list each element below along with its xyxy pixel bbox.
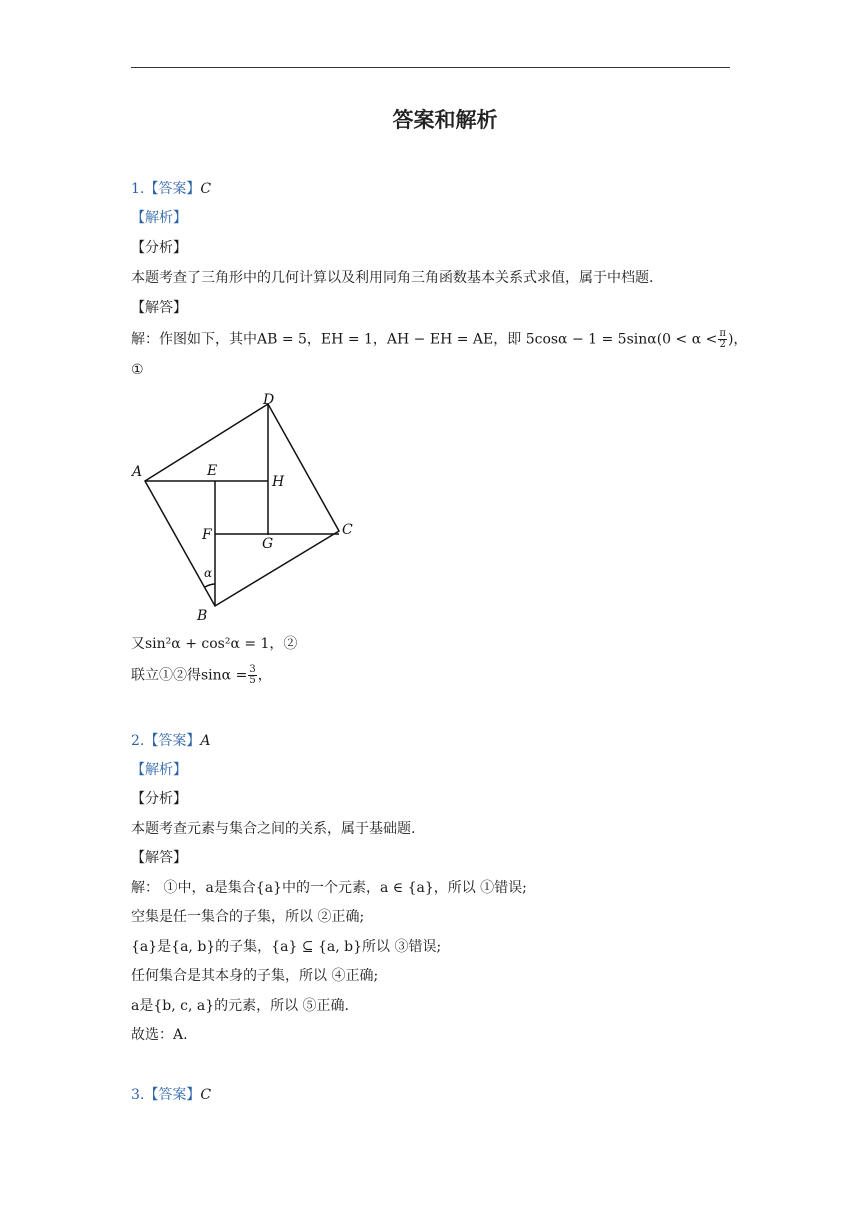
q1-answer: C xyxy=(200,181,212,197)
q1-pi-den: 2 xyxy=(719,339,726,350)
outer-square xyxy=(145,404,339,606)
q1-answer-label: 1.【答案】 xyxy=(131,181,201,197)
q1-solution-tail: )， xyxy=(727,331,748,348)
q2-line-2: 空集是任一集合的子集，所以 ②正确; xyxy=(131,909,365,925)
q1-identity-line: 又sin²α + cos²α = 1，② xyxy=(131,636,298,652)
q2-jieda-label: 【解答】 xyxy=(131,850,187,866)
label-e: E xyxy=(207,463,218,479)
q2-jiexi: 【解析】 xyxy=(131,762,187,778)
label-a: A xyxy=(132,464,143,480)
q1-mark1: ① xyxy=(131,362,144,378)
q1-jiexi: 【解析】 xyxy=(131,210,187,226)
label-g: G xyxy=(262,536,274,552)
q2-fenxi-label: 【分析】 xyxy=(131,791,187,807)
label-b: B xyxy=(197,608,208,624)
q1-result-line xyxy=(131,665,272,686)
q1-result-tail: ， xyxy=(257,667,272,684)
q1-result-den: 5 xyxy=(249,675,256,686)
geometry-figure xyxy=(131,388,361,628)
q1-fenxi-text: 本题考查了三角形中的几何计算以及利用同角三角函数基本关系式求值，属于中档题. xyxy=(131,270,654,286)
q2-line-4: 任何集合是其本身的子集，所以 ④正确; xyxy=(131,968,379,984)
q2-line-5: a是{b, c, a}的元素，所以 ⑤正确. xyxy=(131,998,350,1014)
q2-line-1: 解： ①中，a是集合{a}中的一个元素，a ∈ {a}，所以 ①错误; xyxy=(131,880,527,896)
q1-solution-text: 解：作图如下，其中AB = 5，EH = 1，AH − EH = AE，即 5cosα − 1 = 5sinα(0 < α < xyxy=(131,331,718,348)
q1-result-fraction xyxy=(248,665,256,686)
header-rule xyxy=(131,67,730,68)
q2-line-6: 故选：A. xyxy=(131,1027,188,1043)
q1-jieda-label: 【解答】 xyxy=(131,300,187,316)
q2-answer-label: 2.【答案】 xyxy=(131,733,201,749)
label-alpha: α xyxy=(204,566,213,580)
label-f: F xyxy=(202,527,212,543)
q1-pi-num: π xyxy=(719,328,726,339)
q2-answer-line xyxy=(131,731,210,751)
q1-answer-line xyxy=(131,179,211,199)
q1-fenxi-label: 【分析】 xyxy=(131,240,187,256)
q1-result-num: 3 xyxy=(249,664,256,675)
q1-solution-line xyxy=(131,329,747,350)
q2-line-3: {a}是{a, b}的子集，{a} ⊆ {a, b}所以 ③错误; xyxy=(131,939,442,955)
q3-answer: C xyxy=(200,1087,212,1103)
page-title: 答案和解析 xyxy=(392,108,498,132)
alpha-arc xyxy=(205,584,215,587)
q3-answer-line xyxy=(131,1085,211,1105)
label-d: D xyxy=(263,392,275,408)
label-c: C xyxy=(342,522,353,538)
q1-pi-fraction xyxy=(718,329,727,350)
q3-answer-label: 3.【答案】 xyxy=(131,1087,201,1103)
q2-fenxi-text: 本题考查元素与集合之间的关系，属于基础题. xyxy=(131,821,416,837)
q2-answer: A xyxy=(200,733,211,749)
label-h: H xyxy=(272,474,285,490)
q1-result-text: 联立①②得sinα = xyxy=(131,667,248,684)
